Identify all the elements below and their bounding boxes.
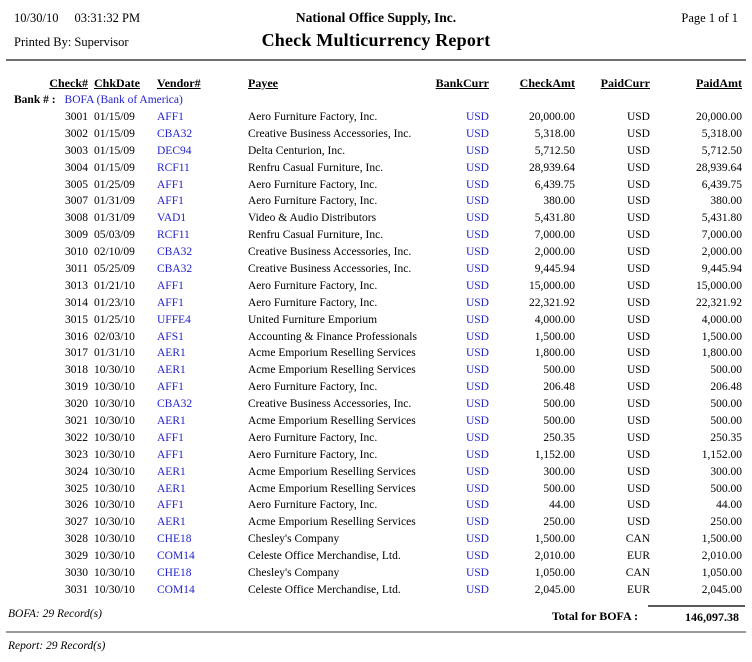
bank-currency-link[interactable]: USD bbox=[465, 127, 489, 140]
paid-amount-cell: 15,000.00 bbox=[696, 279, 742, 292]
check-date-cell: 02/10/09 bbox=[94, 246, 135, 259]
paid-currency-cell: USD bbox=[626, 330, 650, 343]
check-amount-cell: 1,500.00 bbox=[534, 330, 575, 343]
paid-currency-cell: USD bbox=[626, 178, 650, 191]
paid-currency-cell: USD bbox=[626, 516, 650, 529]
bank-currency-link[interactable]: USD bbox=[465, 448, 489, 461]
paid-currency-cell: USD bbox=[626, 111, 650, 123]
check-amount-cell: 6,439.75 bbox=[534, 178, 575, 191]
bank-currency-link[interactable]: USD bbox=[465, 364, 489, 377]
vendor-number-link[interactable]: UFFE4 bbox=[157, 313, 191, 326]
payee-cell: Chesley's Company bbox=[248, 567, 340, 580]
paid-currency-cell: USD bbox=[626, 364, 650, 377]
check-date-cell: 10/30/10 bbox=[94, 415, 135, 428]
paid-amount-cell: 20,000.00 bbox=[696, 111, 742, 123]
check-amount-cell: 1,152.00 bbox=[534, 448, 575, 461]
paid-currency-cell: USD bbox=[626, 398, 650, 411]
check-number-cell: 3014 bbox=[65, 296, 88, 309]
check-amount-cell: 5,318.00 bbox=[534, 127, 575, 140]
paid-currency-cell: USD bbox=[626, 161, 650, 174]
check-date-cell: 01/15/09 bbox=[94, 161, 135, 174]
check-number-cell: 3029 bbox=[65, 550, 88, 563]
check-date-cell: 10/30/10 bbox=[94, 567, 135, 580]
paid-amount-cell: 1,500.00 bbox=[701, 533, 742, 546]
report-table-body bbox=[10, 94, 742, 601]
table-row bbox=[10, 314, 742, 331]
check-number-cell: 3020 bbox=[65, 398, 88, 411]
table-row bbox=[10, 111, 742, 128]
table-row bbox=[10, 398, 742, 415]
table-row bbox=[10, 347, 742, 364]
paid-currency-cell: USD bbox=[626, 431, 650, 444]
payee-cell: Creative Business Accessories, Inc. bbox=[248, 263, 412, 276]
payee-cell: Renfru Casual Furniture, Inc. bbox=[248, 161, 384, 174]
column-headers bbox=[10, 76, 742, 94]
column-header-check-number: Check# bbox=[49, 76, 88, 90]
paid-currency-cell: USD bbox=[626, 448, 650, 461]
check-amount-cell: 7,000.00 bbox=[534, 229, 575, 242]
header-row-2 bbox=[8, 30, 744, 51]
table-row bbox=[10, 280, 742, 297]
payee-cell: Aero Furniture Factory, Inc. bbox=[248, 111, 378, 123]
table-row bbox=[10, 516, 742, 533]
bank-currency-link[interactable]: USD bbox=[465, 347, 489, 360]
paid-amount-cell: 380.00 bbox=[710, 195, 742, 208]
table-row bbox=[10, 533, 742, 550]
vendor-number-link[interactable]: AFF1 bbox=[157, 111, 184, 123]
payee-cell: Acme Emporium Reselling Services bbox=[248, 364, 416, 377]
check-number-cell: 3026 bbox=[65, 499, 88, 512]
paid-amount-cell: 500.00 bbox=[710, 398, 742, 411]
bank-currency-link[interactable]: USD bbox=[465, 381, 489, 394]
check-date-cell: 01/15/09 bbox=[94, 144, 135, 157]
bank-currency-link[interactable]: USD bbox=[465, 195, 489, 208]
payee-cell: Aero Furniture Factory, Inc. bbox=[248, 381, 378, 394]
bank-record-count: BOFA: 29 Record(s) bbox=[8, 607, 102, 620]
check-number-cell: 3017 bbox=[65, 347, 88, 360]
check-number-cell: 3025 bbox=[65, 482, 88, 495]
paid-currency-cell: USD bbox=[626, 313, 650, 326]
check-date-cell: 02/03/10 bbox=[94, 330, 135, 343]
paid-amount-cell: 300.00 bbox=[710, 465, 742, 478]
check-date-cell: 05/03/09 bbox=[94, 229, 135, 242]
print-datetime bbox=[8, 11, 218, 26]
payee-cell: Aero Furniture Factory, Inc. bbox=[248, 448, 378, 461]
check-date-cell: 01/25/10 bbox=[94, 313, 135, 326]
check-number-cell: 3024 bbox=[65, 465, 88, 478]
payee-cell: Aero Furniture Factory, Inc. bbox=[248, 499, 378, 512]
check-number-cell: 3004 bbox=[65, 161, 88, 174]
paid-currency-cell: USD bbox=[626, 465, 650, 478]
paid-currency-cell: USD bbox=[626, 381, 650, 394]
vendor-number-link[interactable]: CBA32 bbox=[157, 398, 193, 411]
bank-currency-link[interactable]: USD bbox=[465, 330, 489, 343]
check-amount-cell: 20,000.00 bbox=[529, 111, 575, 123]
paid-amount-cell: 1,152.00 bbox=[701, 448, 742, 461]
paid-amount-cell: 28,939.64 bbox=[696, 161, 742, 174]
check-number-cell: 3021 bbox=[65, 415, 88, 428]
check-date-cell: 01/23/10 bbox=[94, 296, 135, 309]
check-table bbox=[10, 76, 742, 601]
payee-cell: Delta Centurion, Inc. bbox=[248, 144, 346, 157]
payee-cell: Acme Emporium Reselling Services bbox=[248, 516, 416, 529]
vendor-number-link[interactable]: AFF1 bbox=[157, 195, 184, 208]
payee-cell: Creative Business Accessories, Inc. bbox=[248, 246, 412, 259]
check-amount-cell: 4,000.00 bbox=[534, 313, 575, 326]
check-amount-cell: 2,010.00 bbox=[534, 550, 575, 563]
bank-total-amount: 146,097.38 bbox=[648, 605, 745, 625]
table-row bbox=[10, 364, 742, 381]
payee-cell: Chesley's Company bbox=[248, 533, 340, 546]
vendor-number-link[interactable]: AFF1 bbox=[157, 448, 184, 461]
check-number-cell: 3013 bbox=[65, 279, 88, 292]
vendor-number-link[interactable]: AFF1 bbox=[157, 431, 184, 444]
bank-currency-link[interactable]: USD bbox=[465, 583, 489, 596]
table-row bbox=[10, 567, 742, 584]
payee-cell: Renfru Casual Furniture, Inc. bbox=[248, 229, 384, 242]
paid-amount-cell: 2,010.00 bbox=[701, 550, 742, 563]
table-row bbox=[10, 195, 742, 212]
check-number-cell: 3022 bbox=[65, 431, 88, 444]
check-number-cell: 3002 bbox=[65, 127, 88, 140]
table-row bbox=[10, 331, 742, 348]
table-row bbox=[10, 449, 742, 466]
payee-cell: Aero Furniture Factory, Inc. bbox=[248, 296, 378, 309]
bank-currency-link[interactable]: USD bbox=[465, 144, 489, 157]
payee-cell: Accounting & Finance Professionals bbox=[248, 330, 417, 343]
bank-currency-link[interactable]: USD bbox=[465, 533, 489, 546]
paid-currency-cell: CAN bbox=[625, 567, 650, 580]
check-date-cell: 10/30/10 bbox=[94, 448, 135, 461]
payee-cell: Acme Emporium Reselling Services bbox=[248, 347, 416, 360]
report-header bbox=[0, 0, 752, 51]
check-number-cell: 3015 bbox=[65, 313, 88, 326]
payee-cell: Acme Emporium Reselling Services bbox=[248, 482, 416, 495]
check-number-cell: 3016 bbox=[65, 330, 88, 343]
check-amount-cell: 500.00 bbox=[543, 482, 575, 495]
table-row bbox=[10, 466, 742, 483]
vendor-number-link[interactable]: CHE18 bbox=[157, 567, 192, 580]
check-date-cell: 10/30/10 bbox=[94, 364, 135, 377]
vendor-number-link[interactable]: AER1 bbox=[157, 415, 186, 428]
column-header-check-amount: CheckAmt bbox=[519, 76, 575, 90]
check-number-cell: 3023 bbox=[65, 448, 88, 461]
check-date-cell: 10/30/10 bbox=[94, 465, 135, 478]
check-number-cell: 3008 bbox=[65, 212, 88, 225]
print-time: 03:31:32 PM bbox=[74, 11, 141, 25]
column-header-vendor-number: Vendor# bbox=[157, 76, 201, 90]
paid-amount-cell: 5,431.80 bbox=[701, 212, 742, 225]
table-row bbox=[10, 145, 742, 162]
table-row bbox=[10, 584, 742, 601]
payee-cell: Video & Audio Distributors bbox=[248, 212, 377, 225]
paid-amount-cell: 250.35 bbox=[710, 431, 742, 444]
check-date-cell: 01/21/10 bbox=[94, 279, 135, 292]
vendor-number-link[interactable]: RCF11 bbox=[157, 229, 190, 242]
bank-number-label: Bank # : bbox=[14, 94, 56, 106]
bank-currency-link[interactable]: USD bbox=[465, 263, 489, 276]
vendor-number-link[interactable]: AFF1 bbox=[157, 381, 184, 394]
check-date-cell: 01/31/09 bbox=[94, 195, 135, 208]
check-number-cell: 3030 bbox=[65, 567, 88, 580]
check-date-cell: 10/30/10 bbox=[94, 482, 135, 495]
vendor-number-link[interactable]: CBA32 bbox=[157, 127, 193, 140]
column-header-paid-amount: PaidAmt bbox=[696, 76, 742, 90]
vendor-number-link[interactable]: AFF1 bbox=[157, 296, 184, 309]
vendor-number-link[interactable]: CHE18 bbox=[157, 533, 192, 546]
paid-currency-cell: USD bbox=[626, 246, 650, 259]
check-amount-cell: 250.00 bbox=[543, 516, 575, 529]
payee-cell: Acme Emporium Reselling Services bbox=[248, 415, 416, 428]
check-amount-cell: 500.00 bbox=[543, 415, 575, 428]
check-amount-cell: 500.00 bbox=[543, 398, 575, 411]
paid-currency-cell: USD bbox=[626, 415, 650, 428]
table-row bbox=[10, 246, 742, 263]
print-date: 10/30/10 bbox=[14, 11, 59, 25]
paid-currency-cell: USD bbox=[626, 212, 650, 225]
paid-amount-cell: 6,439.75 bbox=[701, 178, 742, 191]
vendor-number-link[interactable]: CBA32 bbox=[157, 246, 193, 259]
vendor-number-link[interactable]: AFF1 bbox=[157, 178, 184, 191]
paid-currency-cell: EUR bbox=[627, 550, 650, 563]
bank-currency-link[interactable]: USD bbox=[465, 431, 489, 444]
check-date-cell: 01/31/10 bbox=[94, 347, 135, 360]
table-row bbox=[10, 483, 742, 500]
check-date-cell: 10/30/10 bbox=[94, 381, 135, 394]
check-amount-cell: 250.35 bbox=[543, 431, 575, 444]
paid-amount-cell: 206.48 bbox=[710, 381, 742, 394]
table-row bbox=[10, 499, 742, 516]
column-header-payee: Payee bbox=[248, 76, 278, 90]
bank-currency-link[interactable]: USD bbox=[465, 415, 489, 428]
paid-currency-cell: USD bbox=[626, 347, 650, 360]
paid-currency-cell: CAN bbox=[625, 533, 650, 546]
paid-amount-cell: 500.00 bbox=[710, 482, 742, 495]
table-row bbox=[10, 263, 742, 280]
check-date-cell: 10/30/10 bbox=[94, 550, 135, 563]
check-amount-cell: 22,321.92 bbox=[529, 296, 575, 309]
payee-cell: United Furniture Emporium bbox=[248, 313, 378, 326]
bank-group-footer bbox=[0, 605, 752, 625]
printed-by: Printed By: Supervisor bbox=[14, 35, 129, 49]
payee-cell: Creative Business Accessories, Inc. bbox=[248, 127, 412, 140]
column-header-check-date: ChkDate bbox=[94, 76, 141, 90]
bank-currency-link[interactable]: USD bbox=[465, 212, 489, 225]
paid-currency-cell: USD bbox=[626, 296, 650, 309]
check-amount-cell: 28,939.64 bbox=[529, 161, 575, 174]
check-amount-cell: 5,712.50 bbox=[534, 144, 575, 157]
check-amount-cell: 44.00 bbox=[549, 499, 575, 512]
bank-currency-link[interactable]: USD bbox=[465, 465, 489, 478]
payee-cell: Acme Emporium Reselling Services bbox=[248, 465, 416, 478]
paid-currency-cell: USD bbox=[626, 279, 650, 292]
payee-cell: Aero Furniture Factory, Inc. bbox=[248, 178, 378, 191]
check-amount-cell: 2,045.00 bbox=[534, 583, 575, 596]
table-row bbox=[10, 229, 742, 246]
paid-currency-cell: USD bbox=[626, 499, 650, 512]
paid-amount-cell: 9,445.94 bbox=[701, 263, 742, 276]
table-row bbox=[10, 179, 742, 196]
check-date-cell: 10/30/10 bbox=[94, 398, 135, 411]
column-header-bank-currency: BankCurr bbox=[435, 76, 489, 90]
vendor-number-link[interactable]: AER1 bbox=[157, 347, 186, 360]
paid-currency-cell: EUR bbox=[627, 583, 650, 596]
check-date-cell: 10/30/10 bbox=[94, 516, 135, 529]
vendor-number-link[interactable]: AFF1 bbox=[157, 499, 184, 512]
payee-cell: Aero Furniture Factory, Inc. bbox=[248, 431, 378, 444]
check-number-cell: 3018 bbox=[65, 364, 88, 377]
paid-amount-cell: 7,000.00 bbox=[701, 229, 742, 242]
report-title: Check Multicurrency Report bbox=[261, 30, 491, 50]
check-date-cell: 10/30/10 bbox=[94, 431, 135, 444]
table-row bbox=[10, 128, 742, 145]
vendor-number-link[interactable]: AER1 bbox=[157, 364, 186, 377]
vendor-number-link[interactable]: COM14 bbox=[157, 550, 195, 563]
check-amount-cell: 1,500.00 bbox=[534, 533, 575, 546]
vendor-number-link[interactable]: AER1 bbox=[157, 516, 186, 529]
paid-currency-cell: USD bbox=[626, 144, 650, 157]
check-amount-cell: 2,000.00 bbox=[534, 246, 575, 259]
paid-amount-cell: 5,712.50 bbox=[701, 144, 742, 157]
check-number-cell: 3003 bbox=[65, 144, 88, 157]
check-amount-cell: 1,800.00 bbox=[534, 347, 575, 360]
check-number-cell: 3027 bbox=[65, 516, 88, 529]
check-date-cell: 01/25/09 bbox=[94, 178, 135, 191]
paid-amount-cell: 250.00 bbox=[710, 516, 742, 529]
header-divider bbox=[6, 59, 746, 61]
paid-amount-cell: 5,318.00 bbox=[701, 127, 742, 140]
bank-currency-link[interactable]: USD bbox=[465, 398, 489, 411]
bank-currency-link[interactable]: USD bbox=[465, 229, 489, 242]
check-number-cell: 3001 bbox=[65, 111, 88, 123]
paid-amount-cell: 22,321.92 bbox=[696, 296, 742, 309]
vendor-number-link[interactable]: COM14 bbox=[157, 583, 195, 596]
check-amount-cell: 5,431.80 bbox=[534, 212, 575, 225]
vendor-number-link[interactable]: AER1 bbox=[157, 482, 186, 495]
vendor-number-link[interactable]: VAD1 bbox=[157, 212, 187, 225]
check-date-cell: 10/30/10 bbox=[94, 533, 135, 546]
check-date-cell: 01/31/09 bbox=[94, 212, 135, 225]
company-name: National Office Supply, Inc. bbox=[295, 10, 457, 25]
check-number-cell: 3010 bbox=[65, 246, 88, 259]
bank-currency-link[interactable]: USD bbox=[465, 111, 489, 123]
bank-currency-link[interactable]: USD bbox=[465, 313, 489, 326]
check-number-cell: 3031 bbox=[65, 583, 88, 596]
payee-cell: Celeste Office Merchandise, Ltd. bbox=[248, 550, 401, 563]
check-number-cell: 3005 bbox=[65, 178, 88, 191]
paid-amount-cell: 1,050.00 bbox=[701, 567, 742, 580]
check-number-cell: 3011 bbox=[65, 263, 88, 276]
bank-currency-link[interactable]: USD bbox=[465, 516, 489, 529]
paid-currency-cell: USD bbox=[626, 127, 650, 140]
vendor-number-link[interactable]: RCF11 bbox=[157, 161, 190, 174]
paid-currency-cell: USD bbox=[626, 229, 650, 242]
payee-cell: Creative Business Accessories, Inc. bbox=[248, 398, 412, 411]
column-header-paid-currency: PaidCurr bbox=[600, 76, 650, 90]
payee-cell: Aero Furniture Factory, Inc. bbox=[248, 195, 378, 208]
check-number-cell: 3009 bbox=[65, 229, 88, 242]
bank-currency-link[interactable]: USD bbox=[465, 161, 489, 174]
bank-group-row bbox=[10, 94, 742, 111]
check-amount-cell: 206.48 bbox=[543, 381, 575, 394]
bank-currency-link[interactable]: USD bbox=[465, 482, 489, 495]
table-row bbox=[10, 415, 742, 432]
bank-currency-link[interactable]: USD bbox=[465, 296, 489, 309]
payee-cell: Aero Furniture Factory, Inc. bbox=[248, 279, 378, 292]
paid-amount-cell: 1,800.00 bbox=[701, 347, 742, 360]
vendor-number-link[interactable]: AFF1 bbox=[157, 279, 184, 292]
bank-currency-link[interactable]: USD bbox=[465, 499, 489, 512]
vendor-number-link[interactable]: AFS1 bbox=[157, 330, 184, 343]
check-number-cell: 3019 bbox=[65, 381, 88, 394]
check-date-cell: 10/30/10 bbox=[94, 583, 135, 596]
paid-amount-cell: 44.00 bbox=[716, 499, 742, 512]
check-number-cell: 3028 bbox=[65, 533, 88, 546]
check-amount-cell: 500.00 bbox=[543, 364, 575, 377]
bank-total-label: Total for BOFA : bbox=[551, 608, 638, 623]
table-row bbox=[10, 297, 742, 314]
table-row bbox=[10, 432, 742, 449]
bank-currency-link[interactable]: USD bbox=[465, 550, 489, 563]
check-amount-cell: 380.00 bbox=[543, 195, 575, 208]
table-row bbox=[10, 162, 742, 179]
page-number: Page 1 of 1 bbox=[681, 11, 738, 25]
check-date-cell: 01/15/09 bbox=[94, 111, 135, 123]
check-date-cell: 05/25/09 bbox=[94, 263, 135, 276]
table-row bbox=[10, 212, 742, 229]
table-row bbox=[10, 381, 742, 398]
paid-amount-cell: 2,000.00 bbox=[701, 246, 742, 259]
paid-currency-cell: USD bbox=[626, 195, 650, 208]
bank-currency-link[interactable]: USD bbox=[465, 567, 489, 580]
check-amount-cell: 300.00 bbox=[543, 465, 575, 478]
bank-currency-link[interactable]: USD bbox=[465, 246, 489, 259]
payee-cell: Celeste Office Merchandise, Ltd. bbox=[248, 583, 401, 596]
table-row bbox=[10, 550, 742, 567]
check-date-cell: 01/15/09 bbox=[94, 127, 135, 140]
paid-amount-cell: 500.00 bbox=[710, 364, 742, 377]
paid-amount-cell: 2,045.00 bbox=[701, 583, 742, 596]
check-number-cell: 3007 bbox=[65, 195, 88, 208]
paid-currency-cell: USD bbox=[626, 482, 650, 495]
report-record-count: Report: 29 Record(s) bbox=[8, 639, 106, 652]
check-amount-cell: 9,445.94 bbox=[534, 263, 575, 276]
check-amount-cell: 15,000.00 bbox=[529, 279, 575, 292]
paid-amount-cell: 1,500.00 bbox=[701, 330, 742, 343]
vendor-number-link[interactable]: AER1 bbox=[157, 465, 186, 478]
paid-amount-cell: 500.00 bbox=[710, 415, 742, 428]
vendor-number-link[interactable]: DEC94 bbox=[157, 144, 192, 157]
header-row-1 bbox=[8, 10, 744, 26]
check-amount-cell: 1,050.00 bbox=[534, 567, 575, 580]
bank-name-link[interactable]: BOFA (Bank of America) bbox=[64, 94, 183, 106]
vendor-number-link[interactable]: CBA32 bbox=[157, 263, 193, 276]
check-date-cell: 10/30/10 bbox=[94, 499, 135, 512]
bank-currency-link[interactable]: USD bbox=[465, 279, 489, 292]
paid-currency-cell: USD bbox=[626, 263, 650, 276]
paid-amount-cell: 4,000.00 bbox=[701, 313, 742, 326]
bank-currency-link[interactable]: USD bbox=[465, 178, 489, 191]
